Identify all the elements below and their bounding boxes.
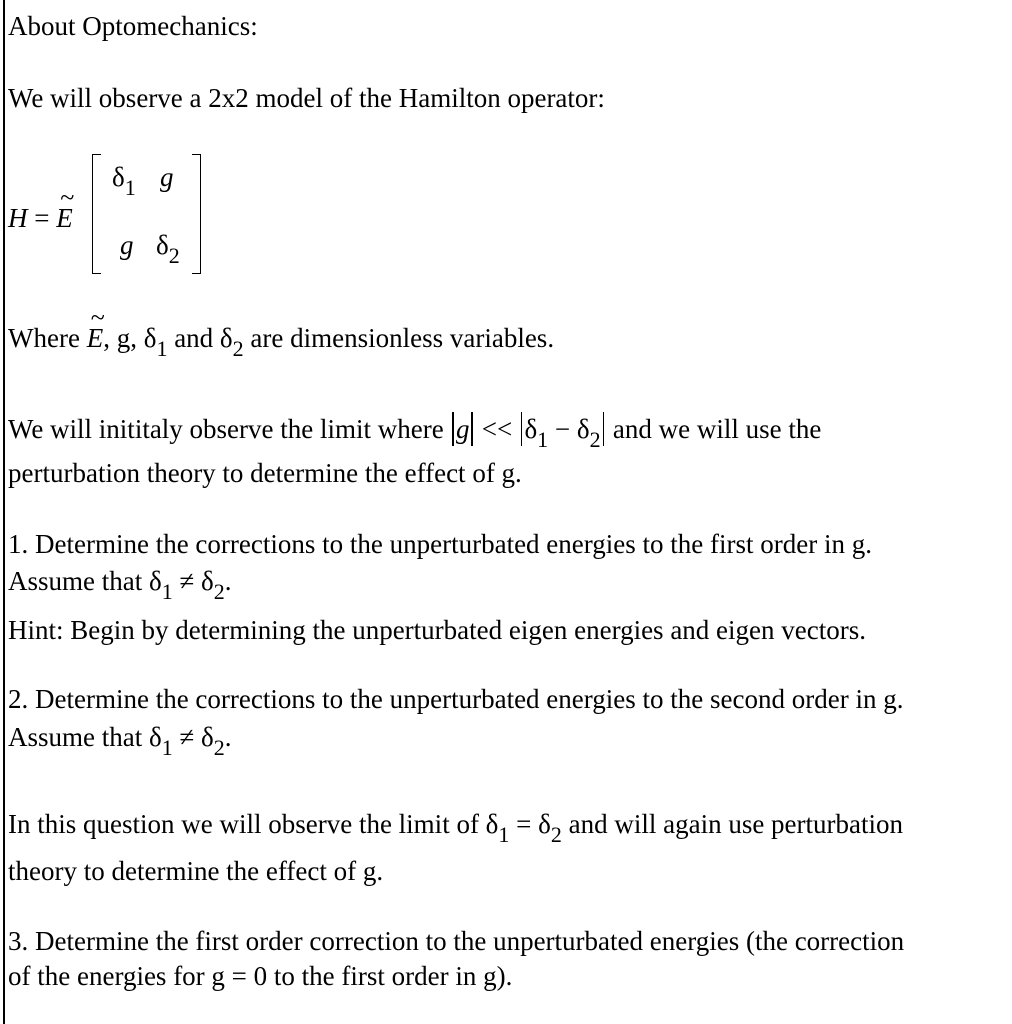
where-line: Where ~ E, g, $\delta_1$ and $\delta_2$ are dimensionless variables. xyxy=(8,303,555,361)
intro-text: We will observe a 2x2 model of the Hamilton operator: xyxy=(8,83,605,113)
hamiltonian-equation xyxy=(8,150,208,275)
question-1: 1. Determine the corrections to the unperturbated energies to the first order in g. xyxy=(8,529,872,559)
question-3: 3. Determine the first order correction to the unperturbated energies (the correction xyxy=(8,926,905,956)
heading: About Optomechanics: xyxy=(8,11,258,41)
question-1-hint: Hint: Begin by determining the unperturbated eigen energies and eigen vectors. xyxy=(8,615,866,645)
equation-lhs xyxy=(8,183,75,234)
e-tilde: ~ E xyxy=(86,303,105,353)
equals-sign: = xyxy=(27,203,57,233)
limit-line-1: We will inititaly observe the limit where $g << \delta_1 - \delta_2$ and we will use the xyxy=(8,414,822,452)
question-1-assumption: Assume that $\delta_1 \ne \delta_2$. xyxy=(8,566,232,604)
question-2: 2. Determine the corrections to the unperturbated energies to the second order in g. xyxy=(8,684,904,714)
right-bracket xyxy=(192,154,201,274)
limit-line-2: perturbation theory to determine the effect of g. xyxy=(8,458,522,488)
tilde-mark: ~ xyxy=(60,183,75,212)
e-tilde: ~ E xyxy=(56,183,75,233)
matrix-cell-22: $\delta_2$ xyxy=(156,230,180,268)
left-bracket xyxy=(92,154,101,274)
matrix-cell-21: g xyxy=(120,230,134,260)
question-3-line-2: of the energies for g = 0 to the first order in g). xyxy=(8,961,513,991)
operator-h: H xyxy=(8,203,28,233)
question-2-assumption: Assume that $\delta_1 \ne \delta_2$. xyxy=(8,722,232,760)
left-border xyxy=(3,0,5,1024)
matrix-cell-11: $\delta_1$ xyxy=(112,162,136,200)
limit-2-line-2: theory to determine the effect of g. xyxy=(8,856,384,886)
limit-2-line-1: In this question we will observe the limit of $\delta_1 = \delta_2$ and will again use perturbation xyxy=(8,809,904,847)
matrix-cell-12: g xyxy=(160,162,174,192)
